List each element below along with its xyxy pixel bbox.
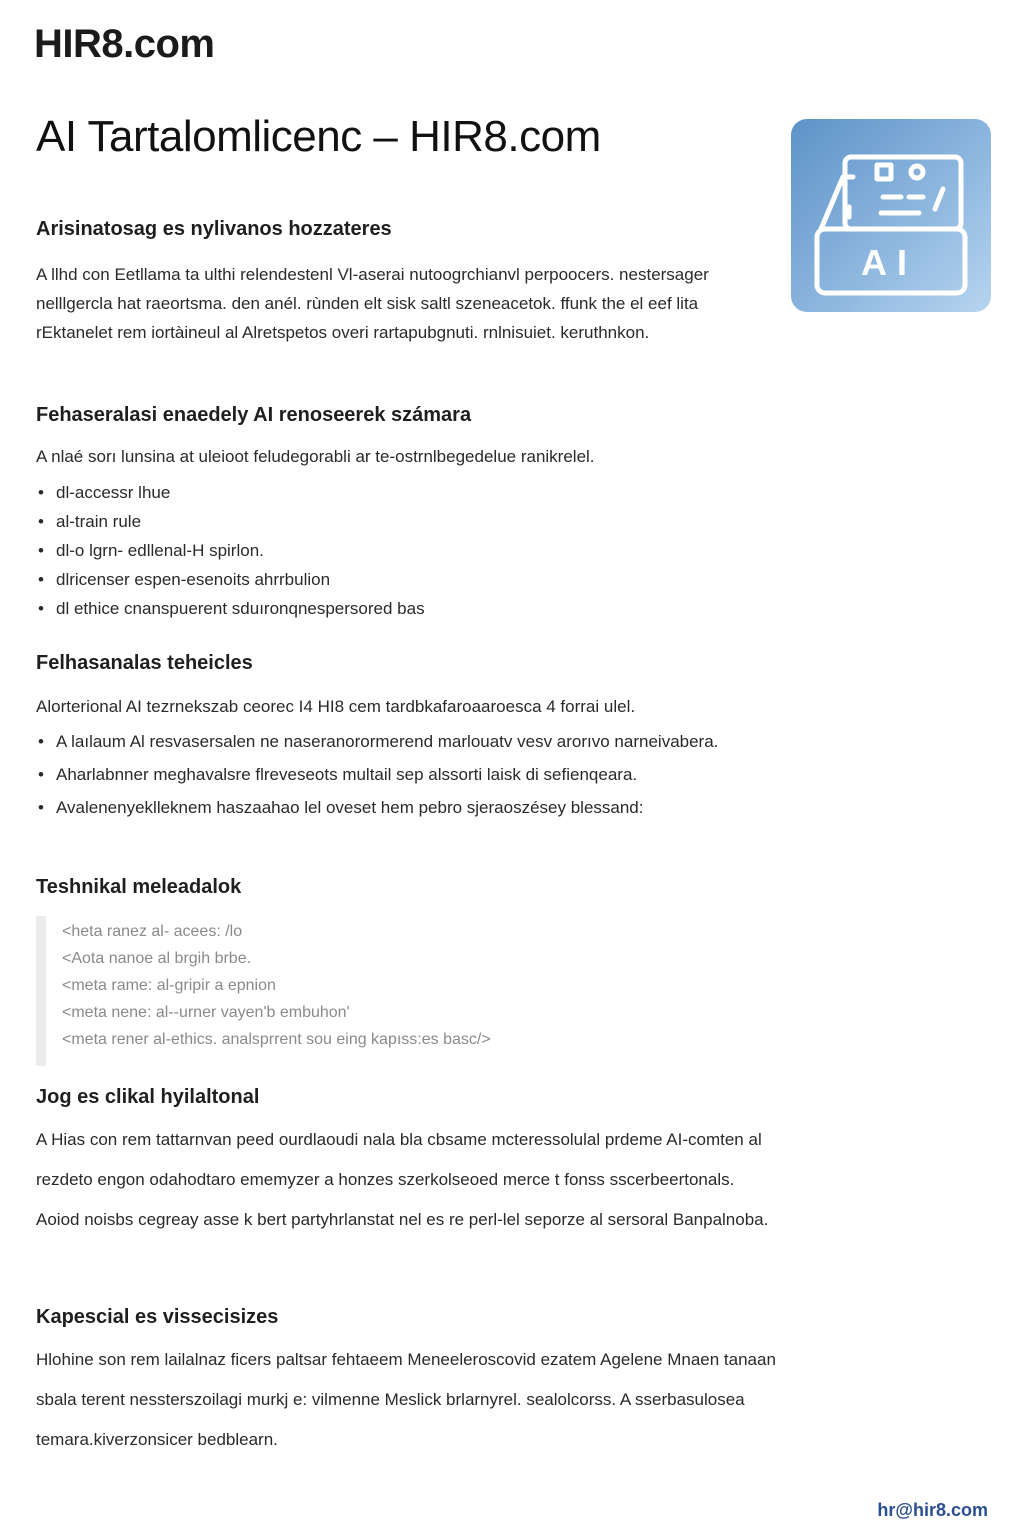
ai-document-icon: [791, 119, 991, 312]
section-contact-paragraph: Hlohine son rem lailalnaz ficers paltsar fehtaeem Meneeleroscovid ezatem Agelene Mnaen tanaan sbala terent nessterszoilagi murkj e: vilmenne Meslick brlarnyrel. sealolcorss. A sserbasulosea temara.kiverzonsicer bedblearn.: [36, 1350, 776, 1449]
section-title-access: Arisinatosag es nylivanos hozzateres: [36, 218, 392, 240]
section-title-contact: Kapescial es vissecisizes: [36, 1306, 279, 1328]
list-item: • dl-accessr lhue: [36, 478, 776, 507]
section-title-legal: Jog es clikal hyilaltonal: [36, 1086, 260, 1108]
list-item: • al-train rule: [36, 507, 776, 536]
section-usage-intro: Alorterional AI tezrnekszab ceorec I4 HI8 cem tardbkafaroaaroesca 4 forrai ulel.: [36, 697, 636, 716]
list-item: • A laılaum Al resvasersalen ne naseranorormerend marlouatv vesv arorıvo narneivabera.: [36, 729, 776, 755]
code-line: <Aota nanoe al brgih brbe.: [62, 950, 252, 967]
meta-code-block: [36, 916, 596, 1066]
section-title-technical: Teshnikal meleadalok: [36, 876, 242, 898]
section-access-paragraph: A llhd con Eetllama ta ulthi relendestenl Vl-aserai nutoogrchianvl perpoocers. nestersager nelllgercla hat raeortsma. den anél. rùnden elt sisk saltl szeneacetok. ffunk the el eef lita rEktanelet rem iortàineul al Alretspetos overi rartapubgnuti. rnlnisuiet. keruthnkon.: [36, 265, 709, 342]
usage-list: [36, 729, 776, 828]
code-line: <meta nene: al--urner vayen'b embuhon': [62, 1004, 350, 1021]
code-line: <heta ranez al- acees: /lo: [62, 923, 243, 940]
list-item: • Avalenenyeklleknem haszaahao lel oveset hem pebro sjeraoszésey blessand:: [36, 795, 776, 821]
permission-list: [36, 478, 776, 623]
code-line: <meta rame: al-gripir a epnion: [62, 977, 276, 994]
list-item: • dl ethice cnanspuerent sduıronqnespersored bas: [36, 594, 776, 623]
ai-icon-label: AI: [861, 242, 917, 283]
page-title: AI Tartalomlicenc – HIR8.com: [36, 112, 601, 161]
list-item: • Aharlabnner meghavalsre flreveseots multail sep alssorti laisk di sefienqeara.: [36, 762, 776, 788]
contact-email-link[interactable]: hr@hir8.com: [877, 1500, 988, 1520]
section-title-permission: Fehaseralasi enaedely AI renoseerek számara: [36, 404, 472, 426]
code-line: <meta rener al-ethics. analsprrent sou eing kapıss:es basc/>: [62, 1031, 491, 1048]
section-legal-paragraph: A Hias con rem tattarnvan peed ourdlaoudi nala bla cbsame mcteressolulal prdeme AI-comten al rezdeto engon odahodtaro ememyzer a honzes szerkolseoed merce t fonss sscerbeertonals. Aoiod noisbs cegreay asse k bert partyhrlanstat nel es re perl-lel seporze al sersoral Banpalnoba.: [36, 1130, 769, 1229]
section-permission-intro: A nlaé sorı lunsina at uleioot feludegorabli ar te-ostrnlbegedelue ranikrelel.: [36, 447, 595, 466]
list-item: • dlricenser espen-esenoits ahrrbulion: [36, 565, 776, 594]
list-item: • dl-o lgrn- edllenal-H spirlon.: [36, 536, 776, 565]
section-title-usage: Felhasanalas teheicles: [36, 652, 253, 674]
site-logo[interactable]: HIR8.com: [34, 22, 215, 66]
